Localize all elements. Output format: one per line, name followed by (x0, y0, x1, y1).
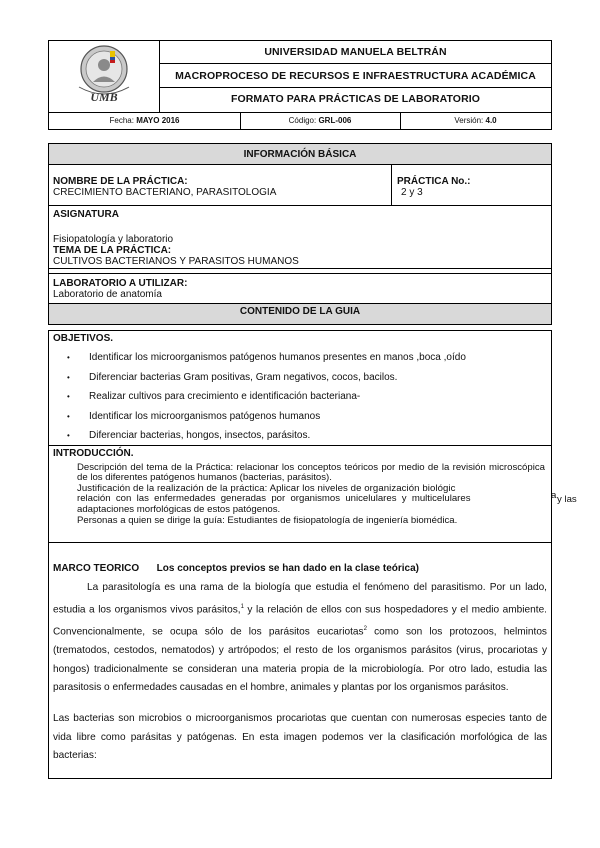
document-header (48, 40, 552, 130)
objectives-list (49, 348, 549, 446)
version-label: Versión: (454, 116, 484, 125)
intro-justification-line2: relación con las enfermedades generadas por organismos unicelulares y multicelulares (77, 493, 471, 504)
practice-name-label: NOMBRE DE LA PRÁCTICA: (53, 176, 188, 187)
divider (49, 268, 551, 269)
logo-text: UMB (90, 90, 118, 104)
marco-teorico-subtitle: Los conceptos previos se han dado en la clase teórica) (156, 563, 419, 574)
practice-number-label: PRÁCTICA No.: (397, 176, 471, 187)
marco-teorico-title: MARCO TEORICO (53, 563, 140, 574)
lab-label: LABORATORIO A UTILIZAR: (53, 278, 188, 289)
divider (160, 63, 551, 64)
divider (49, 112, 551, 113)
intro-justification-overflow-a: a (551, 490, 557, 501)
introduction-block (48, 445, 577, 543)
subject-block (48, 205, 552, 274)
topic-label: TEMA DE LA PRÁCTICA: (53, 245, 172, 256)
lab-value: Laboratorio de anatomía (53, 289, 162, 300)
intro-justification-line3: adaptaciones morfológicas de estos patógenos. (77, 504, 281, 515)
basic-info-title: INFORMACIÓN BÁSICA (243, 149, 357, 160)
logo-cell (49, 41, 160, 112)
content-header (48, 303, 552, 325)
version-field (400, 116, 551, 125)
version-value: 4.0 (485, 116, 497, 125)
macroprocess-title: MACROPROCESO DE RECURSOS E INFRAESTRUCTURA ACADÉMICA (175, 70, 536, 82)
format-title: FORMATO PARA PRÁCTICAS DE LABORATORIO (230, 93, 481, 105)
practice-number-value: 2 y 3 (401, 187, 423, 198)
marco-teorico-label (53, 563, 419, 574)
footnote-ref: 2 (363, 625, 367, 632)
marco-teorico-block (48, 542, 552, 779)
subject-label: ASIGNATURA (53, 209, 119, 220)
list-item: • Identificar los microorganismos patógenos humanos presentes en manos ,boca ,oído (49, 348, 549, 368)
lab-block (48, 273, 552, 305)
content-title: CONTENIDO DE LA GUIA (239, 306, 361, 317)
objectives-label: OBJETIVOS. (53, 333, 114, 344)
date-value: MAYO 2016 (136, 116, 180, 125)
divider (160, 87, 551, 88)
bacteria-paragraph: Las bacterias son microbios o microorganismos procariotas que cuentan con numerosas especies tanto de vida libre como parásitas y patógenas. En esta imagen podemos ver la clasificación morfológica de las bacterias: (53, 713, 547, 762)
introduction-label: INTRODUCCIÓN. (53, 448, 134, 459)
practice-row (48, 164, 552, 206)
divider (391, 165, 392, 205)
date-field (49, 116, 240, 125)
code-label: Código: (288, 116, 317, 125)
list-item: • Identificar los microorganismos patógenos humanos (49, 407, 549, 427)
university-name: UNIVERSIDAD MANUELA BELTRÁN (264, 46, 447, 58)
intro-description: Descripción del tema de la Práctica: relacionar los conceptos teóricos por medio de la revisión microscópica de los diferentes patógenos humanos (bacterias, parásitos). (77, 462, 545, 484)
basic-info-header (48, 143, 552, 165)
topic-value: CULTIVOS BACTERIANOS Y PARASITOS HUMANOS (53, 256, 299, 267)
intro-justification-line1: Justificación de la realización de la práctica: Aplicar los niveles de organización biológic (77, 483, 456, 494)
date-label: Fecha: (109, 116, 134, 125)
practice-name-value: CRECIMIENTO BACTERIANO, PARASITOLOGIA (53, 187, 277, 198)
list-item: • Diferenciar bacterias, hongos, insectos, parásitos. (49, 426, 549, 446)
intro-audience: Personas a quien se dirige la guía: Estudiantes de fisiopatología de ingeniería biomédica. (77, 515, 458, 526)
footnote-ref: 1 (240, 603, 244, 610)
code-field (240, 116, 400, 125)
list-item: • Diferenciar bacterias Gram positivas, Gram negativos, cocos, bacilos. (49, 368, 549, 388)
intro-justification-overflow-y: y las (557, 494, 577, 505)
subject-value: Fisiopatología y laboratorio (53, 234, 174, 245)
list-item: • Realizar cultivos para crecimiento e identificación bacteriana- (49, 387, 549, 407)
objectives-block (48, 330, 552, 446)
parasitology-paragraph: La parasitología es una rama de la biología que estudia el fenómeno del parasitismo. Por un lado, estudia a los organismos vivos parásitos,$^1$ y la relación de ellos con sus hospedadores y el medio ambiente. Convencionalmente, se ocupa sólo de los parásitos eucariotas$^2$ como son los protozoos, helmintos (trematodos, cestodos, nematodos) y artrópodos; el resto de los organismos parásitos (virus, procariotas y hongos) tradicionalmente se consideran una materia propia de la microbiología. Por otro lado, estudia las parasitosis o enfermedades causadas en el hombre, animales y plantas por los organismos parásitos. (53, 582, 547, 694)
code-value: GRL-006 (318, 116, 352, 125)
